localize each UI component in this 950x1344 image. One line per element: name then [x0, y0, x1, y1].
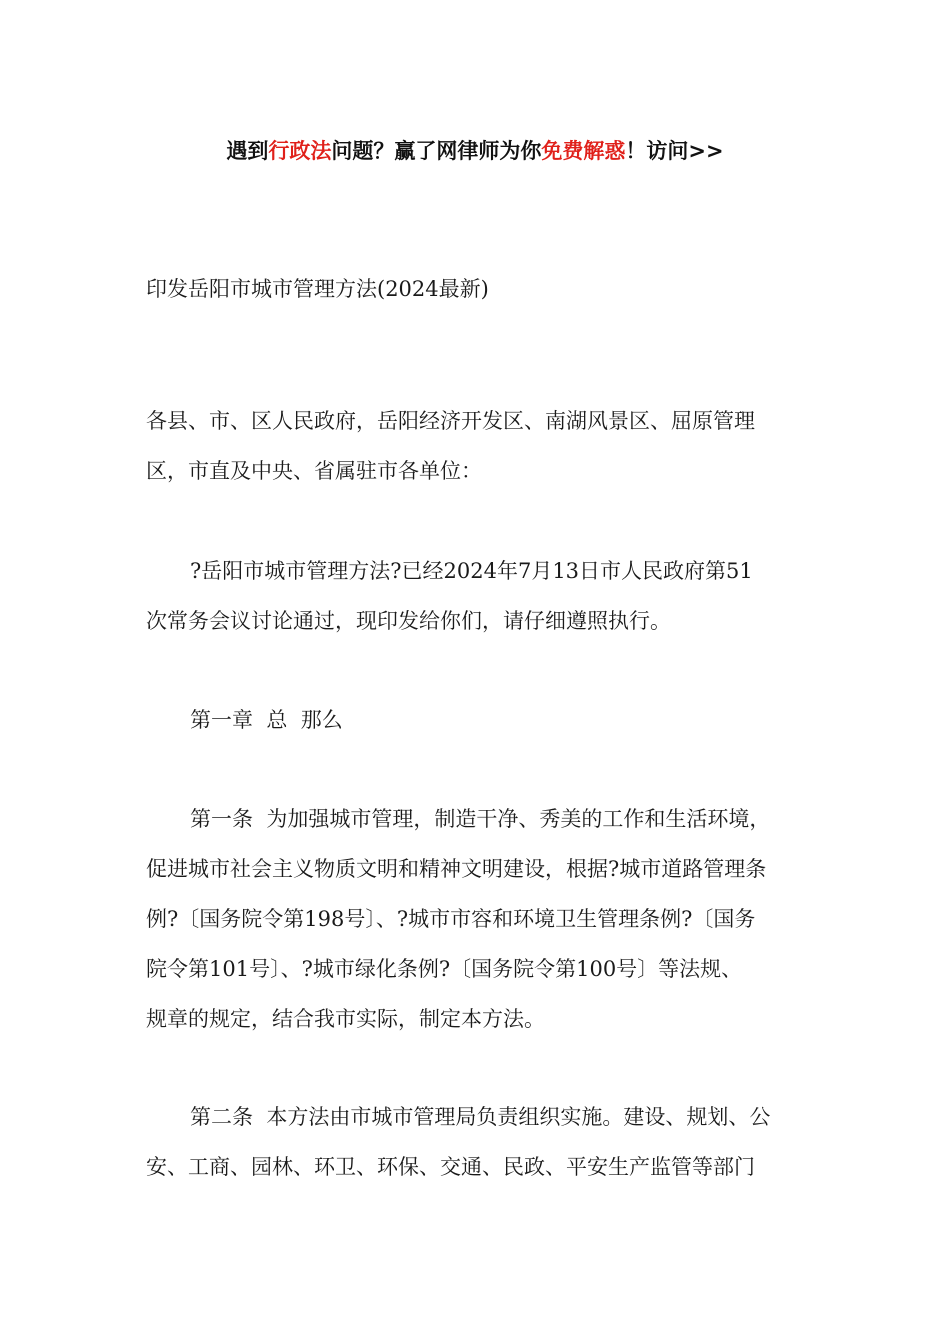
article-2-paragraph: [146, 1092, 810, 1192]
banner-text-1: 遇到: [226, 139, 269, 163]
text-line: 次常务会议讨论通过，现印发给你们，请仔细遵照执行。: [146, 609, 671, 633]
administrative-law-link[interactable]: 行政法: [268, 139, 332, 163]
text-line: 第一条 为加强城市管理，制造干净、秀美的工作和生活环境，: [190, 807, 771, 831]
text-line: 促进城市社会主义物质文明和精神文明建设，根据?城市道路管理条: [146, 857, 767, 881]
free-consult-link[interactable]: 免费解惑: [541, 139, 626, 163]
text-line: 区，市直及中央、省属驻市各单位：: [146, 459, 482, 483]
chapter-heading: [146, 695, 810, 745]
banner-text-2: 问题？赢了网律师为你: [331, 139, 542, 163]
addressee-paragraph: [146, 396, 810, 496]
notice-paragraph: [146, 546, 810, 646]
text-line: 例?〔国务院令第198号〕、?城市市容和环境卫生管理条例?〔国务: [146, 907, 756, 931]
text-line: 规章的规定，结合我市实际，制定本方法。: [146, 1007, 545, 1031]
visit-link[interactable]: ！访问>>: [625, 139, 724, 163]
document-title: 印发岳阳市城市管理方法(2024最新): [146, 277, 489, 301]
text-line: 院令第101号〕、?城市绿化条例?〔国务院令第100号〕等法规、: [146, 957, 743, 981]
promo-banner: [0, 136, 950, 166]
article-1-paragraph: [146, 794, 810, 1044]
text-line: 各县、市、区人民政府，岳阳经济开发区、南湖风景区、屈原管理: [146, 409, 755, 433]
chapter-title: 第一章 总 那么: [190, 708, 343, 732]
text-line: ?岳阳市城市管理方法?已经2024年7月13日市人民政府第51: [190, 559, 753, 583]
text-line: 安、工商、园林、环卫、环保、交通、民政、平安生产监管等部门: [146, 1155, 755, 1179]
text-line: 第二条 本方法由市城市管理局负责组织实施。建设、规划、公: [190, 1105, 771, 1129]
